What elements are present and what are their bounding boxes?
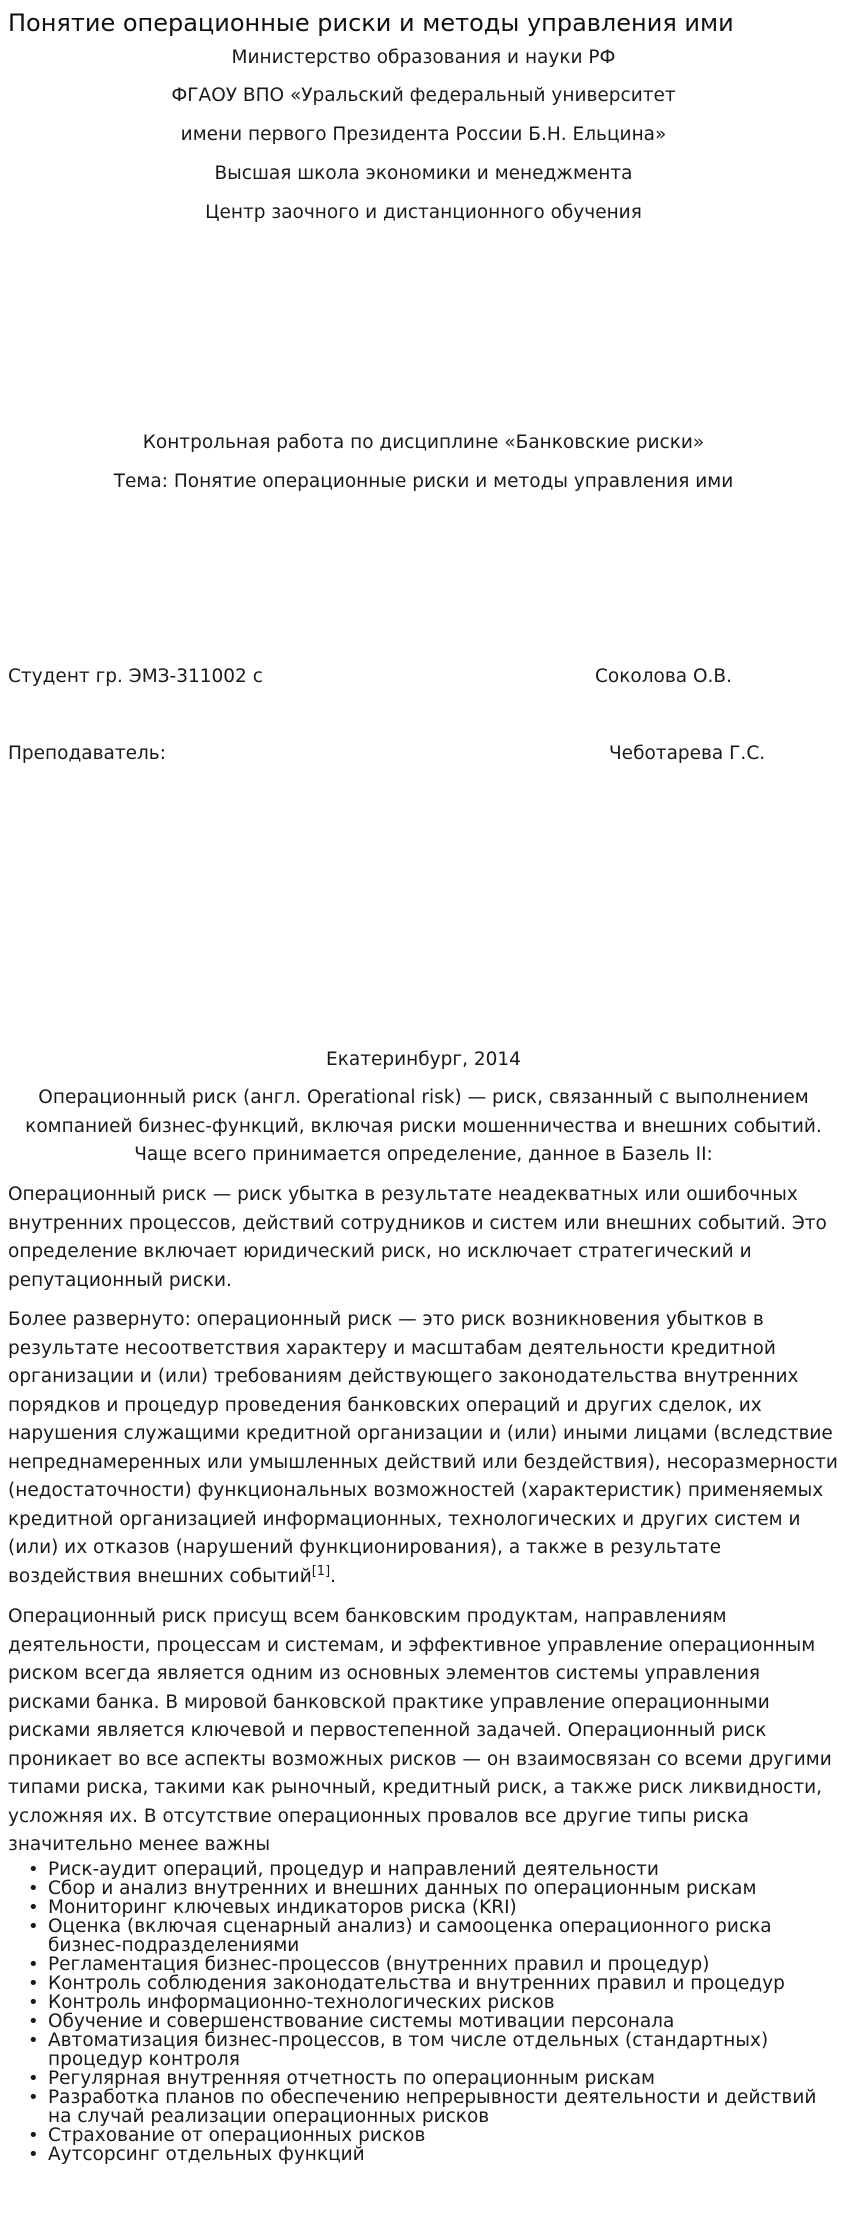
university-line-1: ФГАОУ ВПО «Уральский федеральный университет: [171, 85, 676, 106]
extended-definition-text: Более развернуто: операционный риск — это риск возникновения убытков в результате несоответствия характеру и масштабам деятельности кредитной организации и (или) требованиям действующего законодательства внутренних порядков и процедур проведения банковских операций и других сделок, их нарушения служащими кредитной организации и (или) иными лицами (вследствие непреднамеренных или умышленных действий или бездействия), несоразмерности (недостаточности) функциональных возможностей (характеристик) применяемых кредитной организацией информационных, технологических и других систем и (или) их отказов (нарушений функционирования), а также в результате воздействия внешних событий: [8, 1309, 838, 1587]
work-topic: Тема: Понятие операционные риски и методы управления ими: [113, 471, 734, 492]
importance-paragraph: Операционный риск присущ всем банковским продуктам, направлениям деятельности, процессам и системам, и эффективное управление операционным риском всегда является одним из основных элементов системы управления рисками банка. В мировой банковской практике управление операционными рисками является ключевой и первостепенной задачей. Операционный риск проникает во все аспекты возможных рисков — он взаимосвязан со всеми другими типами риска, такими как рыночный, кредитный риск, а также риск ликвидности, усложняя их. В отсутствие операционных провалов все другие типы риска значительно менее важны: [8, 1606, 832, 1855]
list-item: • Регулярная внутренняя отчетность по операционным рискам: [48, 2069, 835, 2088]
student-label: Студент гр. ЭМЗ-311002 с: [8, 666, 263, 687]
list-item: • Разработка планов по обеспечению непрерывности деятельности и действий на случай реализации операционных рисков: [48, 2088, 835, 2126]
definition-paragraph: Операционный риск — риск убытка в результате неадекватных или ошибочных внутренних процессов, действий сотрудников и систем или внешних событий. Это определение включает юридический риск, но исключает стратегический и репутационный риски.: [8, 1184, 827, 1291]
list-item: • Автоматизация бизнес-процессов, в том числе отдельных (стандартных) процедур контроля: [48, 2031, 835, 2069]
list-item: • Аутсорсинг отдельных функций: [48, 2145, 835, 2164]
list-item: • Контроль соблюдения законодательства и внутренних правил и процедур: [48, 1974, 835, 1993]
list-item: • Оценка (включая сценарный анализ) и самооценка операционного риска бизнес-подразделениями: [48, 1917, 835, 1955]
center-line: Центр заочного и дистанционного обучения: [205, 202, 642, 223]
teacher-name: Чеботарева Г.С.: [609, 743, 766, 764]
risk-management-methods-list: [0, 1860, 835, 2164]
ministry-line: Министерство образования и науки РФ: [231, 47, 616, 68]
intro-paragraph: Операционный риск (англ. Operational risk) — риск, связанный с выполнением компанией бизнес-функций, включая риски мошенничества и внешних событий. Чаще всего принимается определение, данное в Базель II:: [25, 1087, 822, 1165]
extended-definition-end: .: [330, 1565, 337, 1587]
list-item: • Сбор и анализ внутренних и внешних данных по операционным рискам: [48, 1879, 835, 1898]
footnote-link[interactable]: [1]: [311, 1563, 331, 1579]
page-title: Понятие операционные риски и методы управления ими: [8, 9, 734, 37]
school-line: Высшая школа экономики и менеджмента: [214, 163, 633, 184]
teacher-label: Преподаватель:: [8, 743, 166, 764]
list-item: • Риск-аудит операций, процедур и направлений деятельности: [48, 1860, 835, 1879]
extended-definition-paragraph: [8, 1306, 838, 1591]
university-line-2: имени первого Президента России Б.Н. Ельцина»: [180, 124, 667, 145]
list-item: • Страхование от операционных рисков: [48, 2126, 835, 2145]
list-item: • Контроль информационно-технологических рисков: [48, 1993, 835, 2012]
list-item: • Регламентация бизнес-процессов (внутренних правил и процедур): [48, 1955, 835, 1974]
city-year: Екатеринбург, 2014: [326, 1049, 521, 1070]
student-name: Соколова О.В.: [595, 666, 733, 687]
list-item: • Мониторинг ключевых индикаторов риска (KRI): [48, 1898, 835, 1917]
list-item: • Обучение и совершенствование системы мотивации персонала: [48, 2012, 835, 2031]
work-title: Контрольная работа по дисциплине «Банковские риски»: [142, 432, 705, 453]
